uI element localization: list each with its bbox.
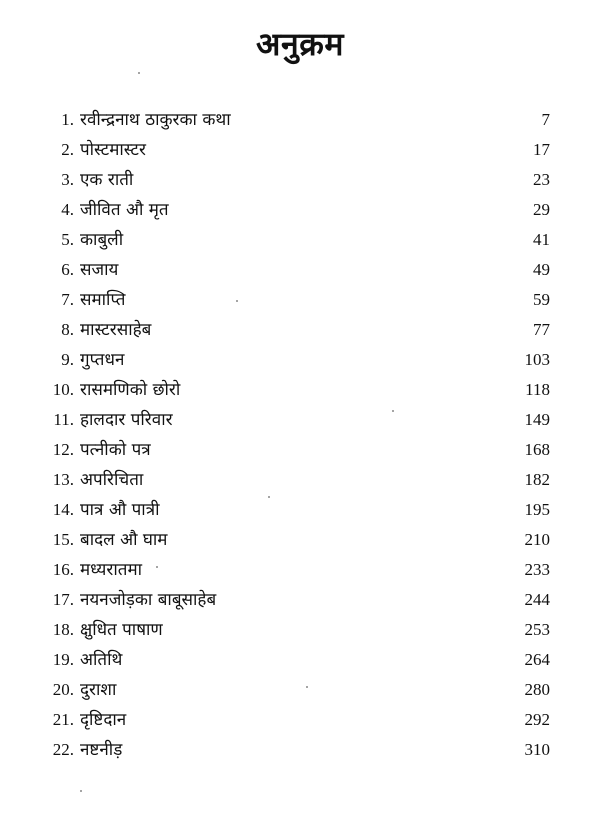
scan-speck: [392, 410, 394, 412]
toc-entry-number: 17.: [52, 590, 74, 609]
toc-entry: [48, 345, 550, 375]
scan-speck: [306, 686, 308, 688]
toc-entry-page: 49: [533, 260, 550, 279]
toc-entry-number: 7.: [61, 290, 74, 309]
toc-entry-page: 17: [533, 140, 550, 159]
toc-entry-page: 210: [524, 530, 550, 549]
toc-entry-page: 168: [524, 440, 550, 459]
toc-entry-title: अतिथि: [80, 650, 123, 670]
toc-entry-title: रासमणिको छोरो: [80, 380, 181, 400]
toc-entry-page: 244: [524, 590, 550, 609]
toc-entry: [48, 435, 550, 465]
toc-entry-title: पत्नीको पत्र: [80, 440, 151, 460]
page-title: अनुक्रम: [256, 25, 344, 63]
scan-speck: [156, 566, 158, 568]
toc-entry: [48, 675, 550, 705]
toc-entry-title: पात्र औ पात्री: [80, 500, 160, 520]
toc-entry-title: काबुली: [80, 230, 124, 250]
toc-entry: [48, 495, 550, 525]
toc-entry-page: 149: [524, 410, 550, 429]
toc-entry-number: 11.: [53, 410, 74, 429]
toc-entry-number: 16.: [52, 560, 74, 579]
toc-entry-number: 20.: [52, 680, 74, 699]
toc-entry-page: 292: [524, 710, 550, 729]
toc-entry-number: 3.: [61, 170, 74, 189]
toc-entry-page: 118: [525, 380, 550, 399]
scan-speck: [268, 496, 270, 498]
toc-entry-title: मास्टरसाहेब: [80, 320, 152, 340]
toc-entry-page: 280: [524, 680, 550, 699]
toc-entry-page: 29: [533, 200, 550, 219]
toc-entry-page: 23: [533, 170, 550, 189]
toc-entry-page: 182: [524, 470, 550, 489]
toc-entry-title: रवीन्द्रनाथ ठाकुरका कथा: [80, 110, 231, 130]
toc-entry-title: हालदार परिवार: [80, 410, 173, 430]
toc-entry-number: 8.: [61, 320, 74, 339]
scan-speck: [80, 790, 82, 792]
toc-entry-title: जीवित औ मृत: [80, 200, 169, 220]
toc-entry-number: 18.: [52, 620, 74, 639]
toc-entry-title: एक राती: [80, 170, 134, 190]
toc-entry-title: अपरिचिता: [80, 470, 144, 490]
toc-entry: [48, 225, 550, 255]
toc-entry: [48, 525, 550, 555]
toc-entry: [48, 105, 550, 135]
scan-speck: [138, 72, 140, 74]
toc-entry: [48, 135, 550, 165]
toc-entry-page: 253: [524, 620, 550, 639]
toc-entry-title: पोस्टमास्टर: [80, 140, 146, 160]
toc-entry-number: 15.: [52, 530, 74, 549]
toc-entry-number: 1.: [61, 110, 74, 129]
toc-entry-number: 22.: [52, 740, 74, 759]
toc-entry-number: 9.: [61, 350, 74, 369]
toc-entry-page: 41: [533, 230, 550, 249]
toc-entry-page: 264: [524, 650, 550, 669]
toc-entry-page: 59: [533, 290, 550, 309]
toc-entry: [48, 405, 550, 435]
toc-entry-title: दुराशा: [80, 680, 117, 700]
toc-entry-number: 12.: [52, 440, 74, 459]
table-of-contents: [48, 105, 550, 765]
toc-entry-number: 6.: [61, 260, 74, 279]
toc-entry: [48, 705, 550, 735]
toc-entry-number: 2.: [61, 140, 74, 159]
toc-entry-title: क्षुधित पाषाण: [80, 620, 163, 640]
toc-entry: [48, 285, 550, 315]
toc-entry-title: दृष्टिदान: [80, 710, 127, 730]
toc-entry: [48, 315, 550, 345]
toc-entry-number: 5.: [61, 230, 74, 249]
scan-speck: [236, 300, 238, 302]
toc-entry: [48, 585, 550, 615]
toc-entry: [48, 735, 550, 765]
toc-entry-page: 103: [524, 350, 550, 369]
toc-entry-number: 10.: [52, 380, 74, 399]
toc-entry-page: 233: [524, 560, 550, 579]
toc-entry-number: 13.: [52, 470, 74, 489]
toc-entry-number: 21.: [52, 710, 74, 729]
toc-entry-page: 7: [541, 110, 550, 129]
toc-entry: [48, 165, 550, 195]
toc-entry: [48, 375, 550, 405]
toc-entry-title: गुप्तधन: [80, 350, 125, 370]
toc-entry: [48, 255, 550, 285]
toc-entry-title: सजाय: [80, 260, 119, 280]
toc-entry-page: 77: [533, 320, 550, 339]
toc-entry-number: 19.: [52, 650, 74, 669]
toc-entry-title: मध्यरातमा: [80, 560, 143, 580]
toc-entry-title: समाप्ति: [80, 290, 126, 310]
toc-entry-title: नष्टनीड़: [80, 740, 123, 760]
toc-entry-page: 195: [524, 500, 550, 519]
toc-entry-title: बादल औ घाम: [80, 530, 168, 550]
toc-entry: [48, 555, 550, 585]
toc-entry-number: 14.: [52, 500, 74, 519]
toc-entry-number: 4.: [61, 200, 74, 219]
toc-entry: [48, 465, 550, 495]
toc-entry-title: नयनजोड़का बाबूसाहेब: [80, 590, 217, 610]
toc-entry-page: 310: [524, 740, 550, 759]
toc-entry: [48, 645, 550, 675]
toc-entry: [48, 615, 550, 645]
toc-entry: [48, 195, 550, 225]
